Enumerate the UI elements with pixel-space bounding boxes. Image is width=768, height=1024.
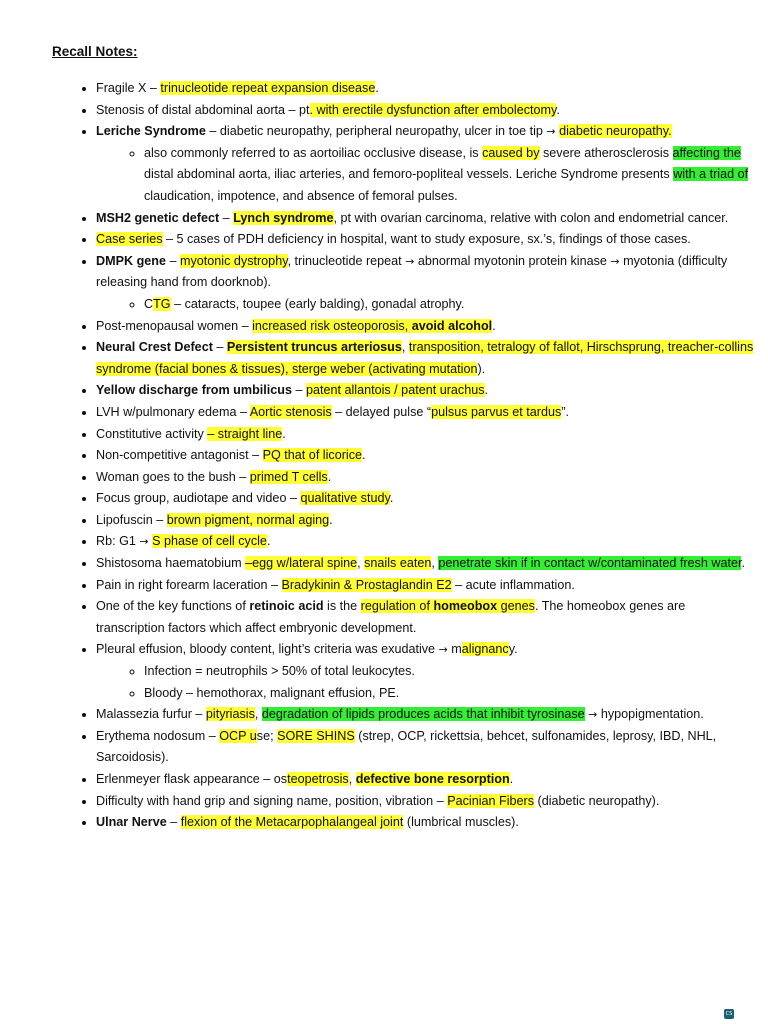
- recall-notes-list: [72, 78, 756, 834]
- highlighted-text: qualitative study: [300, 491, 390, 506]
- highlighted-text: OCP u: [219, 728, 257, 743]
- text-segment: Difficulty with hand grip and signing name, position, vibration –: [96, 793, 448, 808]
- text-segment: Woman goes to the bush –: [96, 469, 250, 484]
- text-segment: Bloody – hemothorax, malignant effusion, PE.: [144, 685, 400, 700]
- arrow-right-icon: →: [139, 535, 149, 549]
- note-item: [96, 769, 756, 791]
- text-segment: .: [327, 469, 332, 484]
- text-segment: Constitutive activity: [96, 426, 208, 441]
- note-item: [96, 726, 756, 769]
- highlighted-text: Bradykinin & Prostaglandin E2: [281, 577, 452, 592]
- text-segment: .: [329, 512, 333, 527]
- highlighted-text: defective bone resorption: [355, 772, 510, 786]
- note-item: [96, 791, 756, 813]
- text-segment: , pt with ovarian carcinoma, relative with colon and endometrial cancer.: [333, 210, 729, 225]
- highlighted-text: pityriasis: [205, 707, 255, 722]
- arrow-right-icon: →: [610, 254, 620, 268]
- note-item: [96, 575, 756, 597]
- text-segment: LVH w/pulmonary edema –: [96, 404, 250, 419]
- highlighted-text: Case series: [96, 232, 163, 247]
- highlighted-text: Lynch syndrome: [233, 210, 334, 225]
- text-segment: –: [166, 815, 181, 830]
- note-item: [96, 100, 756, 122]
- highlighted-text: pulsus parvus et tardus: [431, 404, 562, 419]
- text-segment: .: [509, 772, 514, 786]
- sub-note-list: [96, 143, 756, 208]
- text-segment: m: [447, 642, 462, 657]
- text-segment: Non-competitive antagonist –: [96, 448, 263, 463]
- note-item: [96, 510, 756, 532]
- text-segment: – 5 cases of PDH deficiency in hospital, want to study exposure, sx.’s, findings of those cases.: [162, 232, 691, 247]
- highlighted-text: degradation of lipids produces acids that inhibit tyrosinase: [261, 707, 585, 722]
- text-segment: ,: [401, 340, 409, 355]
- highlighted-text: homeobox: [433, 599, 498, 614]
- text-segment: C: [144, 296, 154, 311]
- text-segment: .: [389, 491, 394, 506]
- bold-text: Ulnar Nerve: [96, 815, 167, 830]
- highlighted-text: flexion of the Metacarpophalangeal joint: [180, 815, 404, 830]
- text-segment: myotonia (difficulty releasing hand from doorknob).: [96, 253, 728, 290]
- text-segment: Focus group, audiotape and video –: [96, 491, 301, 506]
- text-segment: .: [266, 534, 271, 549]
- text-segment: .: [484, 383, 489, 398]
- text-segment: Fragile X –: [96, 81, 161, 95]
- text-segment: .: [556, 102, 560, 117]
- sub-note-list: [96, 294, 756, 316]
- highlighted-text: teopetrosis: [287, 772, 349, 786]
- text-segment: ”.: [561, 404, 570, 419]
- highlighted-text: Pacinian Fibers: [447, 793, 535, 808]
- text-segment: Erlenmeyer flask appearance – os: [96, 772, 288, 786]
- highlighted-text: myotonic dystrophy: [180, 253, 288, 268]
- text-segment: .: [741, 556, 745, 571]
- text-segment: ,: [431, 556, 439, 571]
- text-segment: claudication, impotence, and absence of femoral pulses.: [144, 188, 458, 203]
- highlighted-text: caused by: [482, 145, 540, 160]
- bold-text: MSH2 genetic defect: [96, 210, 220, 225]
- text-segment: Pain in right forearm laceration –: [96, 577, 282, 592]
- highlighted-text: Aortic stenosis: [249, 404, 332, 419]
- bold-text: Yellow discharge from umbilicus: [96, 383, 292, 398]
- text-segment: Post-menopausal women –: [96, 318, 253, 333]
- highlighted-text: snails eaten: [364, 556, 432, 571]
- text-segment: – cataracts, toupee (early balding), gonadal atrophy.: [170, 296, 465, 311]
- text-segment: – delayed pulse “: [331, 404, 432, 419]
- text-segment: . The homeobox genes are transcription factors which affect embryonic development.: [96, 599, 686, 635]
- note-item: [96, 467, 756, 489]
- text-segment: Malassezia furfur –: [96, 707, 206, 722]
- arrow-right-icon: →: [405, 254, 415, 268]
- highlighted-text: increased risk osteoporosis,: [252, 318, 412, 333]
- text-segment: .: [362, 448, 366, 463]
- text-segment: –: [291, 383, 306, 398]
- highlighted-text: Persistent truncus arteriosus: [226, 340, 402, 355]
- text-segment: (lumbrical muscles).: [403, 815, 519, 830]
- bold-text: DMPK gene: [96, 253, 166, 268]
- text-segment: Shistosoma haematobium: [96, 556, 246, 571]
- highlighted-text: regulation of: [360, 599, 434, 614]
- note-item: [96, 337, 756, 380]
- arrow-right-icon: →: [588, 708, 598, 722]
- note-item: [96, 531, 756, 553]
- text-segment: ,: [348, 772, 356, 786]
- highlighted-text: trinucleotide repeat expansion disease: [160, 81, 376, 95]
- bold-text: Leriche Syndrome: [96, 124, 206, 139]
- bold-text: retinoic acid: [249, 599, 324, 614]
- arrow-right-icon: →: [438, 643, 448, 657]
- text-segment: .: [282, 426, 286, 441]
- text-segment: Erythema nodosum –: [96, 728, 220, 743]
- page-title: Recall Notes:: [52, 44, 138, 59]
- note-item: [96, 316, 756, 338]
- text-segment: , trinucleotide repeat: [287, 253, 406, 268]
- highlighted-text: genes: [497, 599, 535, 614]
- text-segment: hypopigmentation.: [597, 707, 704, 722]
- text-segment: .: [492, 318, 496, 333]
- note-item: [96, 445, 756, 467]
- text-segment: Infection = neutrophils > 50% of total leukocytes.: [144, 664, 415, 679]
- highlighted-text: – straight line: [207, 426, 283, 441]
- sub-note-item: [144, 143, 756, 208]
- arrow-right-icon: →: [546, 125, 556, 139]
- note-item: [96, 639, 756, 704]
- highlighted-text: PQ that of licorice: [262, 448, 363, 463]
- note-item: [96, 380, 756, 402]
- note-item: [96, 424, 756, 446]
- highlighted-text: affecting the: [672, 145, 741, 160]
- text-segment: One of the key functions of: [96, 599, 250, 614]
- sub-note-list: [96, 661, 756, 704]
- text-segment: y.: [508, 642, 518, 657]
- highlighted-text: . with erectile dysfunction after embolectomy: [309, 102, 557, 117]
- sub-note-item: [144, 294, 756, 316]
- text-segment: –: [219, 210, 234, 225]
- text-segment: severe atherosclerosis: [539, 145, 673, 160]
- highlighted-text: with a triad of: [673, 167, 749, 182]
- text-segment: se;: [256, 728, 278, 743]
- note-item: [96, 596, 756, 639]
- note-item: [96, 488, 756, 510]
- text-segment: Stenosis of distal abdominal aorta – pt: [96, 102, 310, 117]
- highlighted-text: primed T cells: [249, 469, 328, 484]
- text-segment: Rb: G1: [96, 534, 140, 549]
- highlighted-text: TG: [153, 296, 171, 311]
- note-item: [96, 553, 756, 575]
- text-segment: –: [212, 340, 227, 355]
- text-segment: Pleural effusion, bloody content, light’s criteria was exudative: [96, 642, 439, 657]
- note-item: [96, 812, 756, 834]
- note-item: [96, 229, 756, 251]
- text-segment: distal abdominal aorta, iliac arteries, and femoro-popliteal vessels. Leriche Syndrome presents: [144, 167, 674, 182]
- text-segment: ).: [477, 361, 486, 376]
- highlighted-text: –egg w/lateral spine: [245, 556, 358, 571]
- note-item: [96, 121, 756, 207]
- text-segment: –: [165, 253, 180, 268]
- highlighted-text: SORE SHINS: [277, 728, 355, 743]
- text-segment: ,: [357, 556, 365, 571]
- text-segment: is the: [323, 599, 361, 614]
- text-segment: Lipofuscin –: [96, 512, 167, 527]
- text-segment: (strep, OCP, rickettsia, behcet, sulfonamides, leprosy, IBD, NHL, Sarcoidosis).: [96, 728, 717, 765]
- note-item: [96, 78, 756, 100]
- sub-note-item: [144, 661, 756, 683]
- text-segment: abnormal myotonin protein kinase: [414, 253, 611, 268]
- highlighted-text: S phase of cell cycle: [152, 534, 267, 549]
- highlighted-text: brown pigment, normal aging: [166, 512, 330, 527]
- text-segment: .: [375, 81, 379, 95]
- note-item: [96, 208, 756, 230]
- highlighted-text: avoid alcohol: [411, 318, 493, 333]
- camscanner-logo-icon: CS: [725, 1011, 733, 1017]
- text-segment: ,: [254, 707, 262, 722]
- sub-note-item: [144, 683, 756, 705]
- text-segment: also commonly referred to as aortoiliac occlusive disease, is: [144, 145, 483, 160]
- text-segment: – diabetic neuropathy, peripheral neuropathy, ulcer in toe tip: [205, 124, 547, 139]
- highlighted-text: penetrate skin if in contact w/contaminated fresh water: [438, 556, 742, 571]
- note-item: [96, 704, 756, 726]
- highlighted-text: patent allantois / patent urachus: [305, 383, 485, 398]
- highlighted-text: alignanc: [461, 642, 509, 657]
- note-item: [96, 251, 756, 316]
- text-segment: – acute inflammation.: [451, 577, 575, 592]
- bold-text: Neural Crest Defect: [96, 340, 213, 355]
- text-segment: (diabetic neuropathy).: [534, 793, 660, 808]
- highlighted-text: diabetic neuropathy.: [559, 124, 672, 139]
- highlighted-text: transposition, tetralogy of fallot, Hirschsprung, treacher-collins syndrome (facial bones & tissues), sterge weber (activating mutation: [96, 340, 754, 376]
- note-item: [96, 402, 756, 424]
